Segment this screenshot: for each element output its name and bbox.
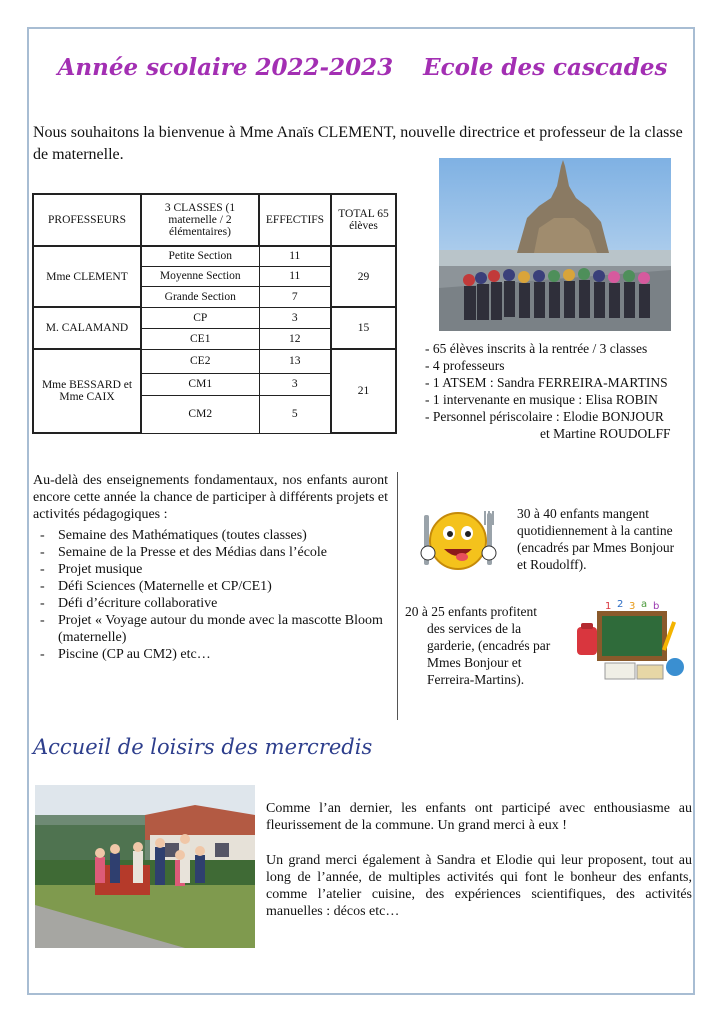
count-cell: 11 [259, 266, 331, 286]
list-item: - 65 élèves inscrits à la rentrée / 3 classes [425, 341, 648, 356]
class-cell: Petite Section [141, 246, 259, 266]
canteen-line: 30 à 40 enfants mangent [517, 506, 649, 521]
class-cell: CE1 [141, 328, 259, 349]
garderie-line: garderie, (encadrés par [427, 638, 551, 653]
list-item: - Défi Sciences (Maternelle et CP/CE1) [38, 578, 388, 595]
list-item: - Piscine (CP au CM2) etc… [38, 646, 388, 663]
class-cell: CM1 [141, 373, 259, 395]
class-cell: CP [141, 307, 259, 328]
column-divider [397, 472, 398, 720]
staff-list [425, 340, 695, 442]
list-item: - 4 professeurs [425, 358, 505, 373]
count-cell: 3 [259, 373, 331, 395]
smiley-fork-knife-icon [414, 505, 502, 577]
page-title [0, 54, 725, 81]
total-cell: 15 [331, 307, 396, 349]
garderie-line: 20 à 25 enfants profitent [405, 604, 537, 619]
list-item: - Projet « Voyage autour du monde avec la mascotte Bloom (maternelle) [38, 612, 388, 646]
mont-saint-michel-photo [439, 158, 671, 331]
leisure-paragraph-1: Comme l’an dernier, les enfants ont participé avec enthousiasme au fleurissement de la commune. Un grand merci à eux ! [266, 801, 692, 833]
count-cell: 5 [259, 395, 331, 433]
list-item: - 1 intervenante en musique : Elisa ROBIN [425, 392, 658, 407]
canteen-line: et Roudolff). [517, 557, 587, 572]
class-cell: CE2 [141, 349, 259, 373]
list-item: - Projet musique [38, 561, 388, 578]
teacher-cell: Mme CLEMENT [33, 246, 141, 307]
leisure-heading: Accueil de loisirs des mercredis [33, 735, 373, 759]
list-item: - Semaine de la Presse et des Médias dans l’école [38, 544, 388, 561]
count-cell: 7 [259, 286, 331, 307]
teacher-cell: Mme BESSARD et Mme CAIX [33, 349, 141, 433]
count-cell: 3 [259, 307, 331, 328]
table-row [33, 307, 396, 328]
school-board-icon [575, 597, 687, 685]
list-item: - Semaine des Mathématiques (toutes classes) [38, 527, 388, 544]
table-row [33, 246, 396, 266]
header-teachers: PROFESSEURS [33, 194, 141, 246]
total-cell: 21 [331, 349, 396, 433]
svg-text:3: 3 [629, 601, 636, 612]
class-cell: Moyenne Section [141, 266, 259, 286]
total-cell: 29 [331, 246, 396, 307]
svg-text:2: 2 [617, 599, 624, 610]
garderie-text [405, 603, 575, 688]
canteen-line: quotidiennement à la cantine [517, 523, 673, 538]
svg-text:a: a [641, 599, 648, 610]
garderie-line: Mmes Bonjour et [427, 655, 522, 670]
projects-intro: Au-delà des enseignements fondamentaux, nos enfants auront encore cette année la chance de participer à différents projets et activités pédagogiques : [33, 473, 388, 522]
count-cell: 11 [259, 246, 331, 266]
canteen-text [517, 505, 697, 573]
list-item: - 1 ATSEM : Sandra FERREIRA-MARTINS [425, 375, 668, 390]
count-cell: 12 [259, 328, 331, 349]
projects-list [38, 527, 388, 663]
header-effectifs: EFFECTIFS [259, 194, 331, 246]
garderie-line: des services de la [427, 621, 522, 636]
table-row [33, 349, 396, 373]
title-year: Année scolaire 2022-2023 [57, 54, 394, 81]
welcome-text: Nous souhaitons la bienvenue à Mme Anaïs CLEMENT, nouvelle directrice et professeur de la classe de maternelle. [33, 124, 683, 163]
title-school: Ecole des cascades [423, 54, 668, 81]
canteen-line: (encadrés par Mmes Bonjour [517, 540, 675, 555]
svg-text:b: b [653, 601, 660, 612]
header-classes: 3 CLASSES (1 maternelle / 2 élémentaires) [141, 194, 259, 246]
list-item: et Martine ROUDOLFF [540, 426, 671, 441]
garderie-line: Ferreira-Martins). [427, 672, 525, 687]
class-cell: CM2 [141, 395, 259, 433]
classes-table [32, 193, 397, 434]
header-total: TOTAL 65 élèves [331, 194, 396, 246]
table-header-row [33, 194, 396, 246]
wednesday-leisure-photo [35, 785, 255, 948]
leisure-paragraph-2: Un grand merci également à Sandra et Elodie qui leur proposent, tout au long de l’année, de multiples activités qui font le bonheur des enfants, comme l’atelier cuisine, des expériences scientifiques, des activités manuelles : décos etc… [266, 853, 692, 919]
list-item: - Personnel périscolaire : Elodie BONJOUR [425, 409, 664, 424]
count-cell: 13 [259, 349, 331, 373]
class-cell: Grande Section [141, 286, 259, 307]
teacher-cell: M. CALAMAND [33, 307, 141, 349]
list-item: - Défi d’écriture collaborative [38, 595, 388, 612]
svg-text:1: 1 [605, 601, 612, 612]
